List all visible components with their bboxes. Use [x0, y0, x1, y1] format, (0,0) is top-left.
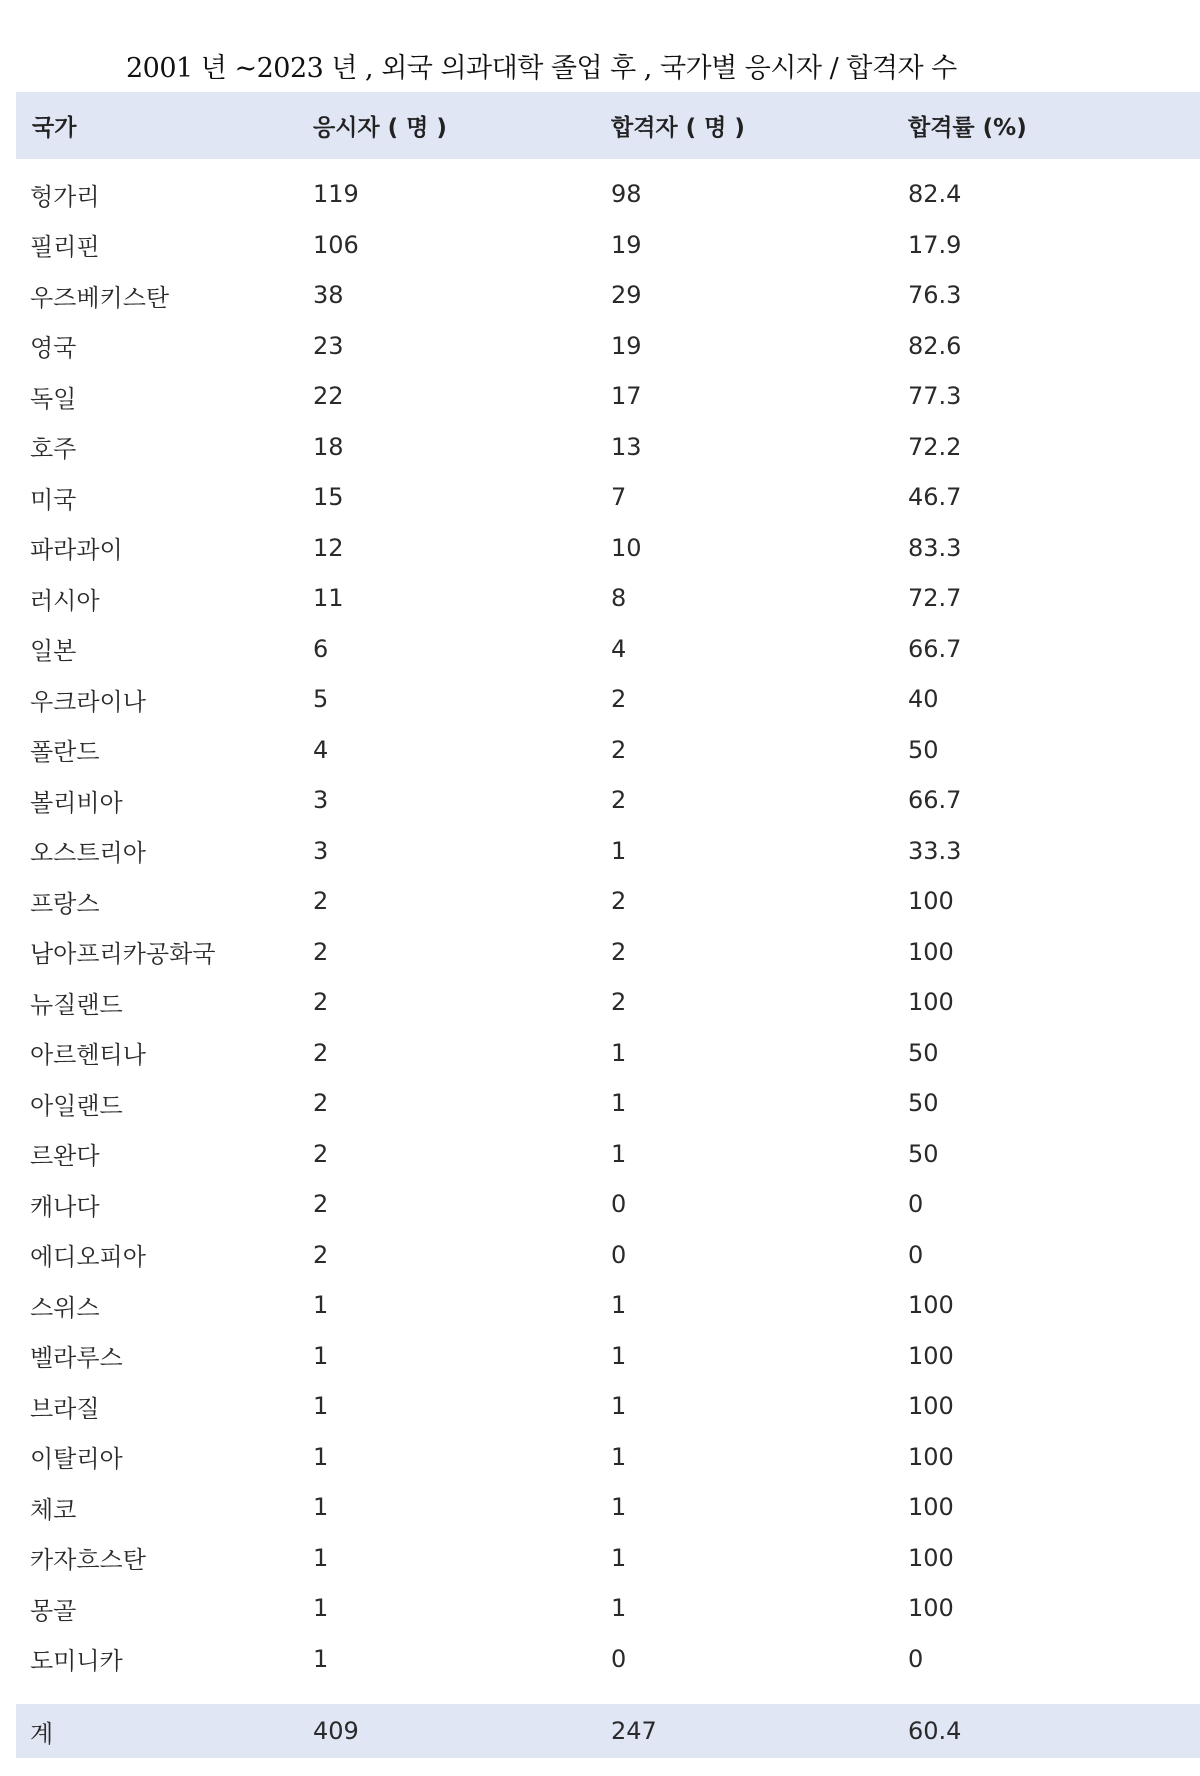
- cell-pass-rate: 50: [908, 1089, 939, 1118]
- cell-passers: 2: [611, 786, 627, 815]
- cell-applicants: 1: [313, 1392, 329, 1421]
- table-row: [16, 1331, 1200, 1382]
- cell-pass-rate: 100: [908, 1341, 954, 1370]
- cell-passers: 1: [611, 1139, 627, 1168]
- table-row: [16, 1129, 1200, 1180]
- cell-pass-rate: 100: [908, 1291, 954, 1320]
- cell-pass-rate: 50: [908, 1038, 939, 1067]
- header-applicants: 응시자 ( 명 ): [313, 115, 447, 141]
- cell-country: 폴란드: [30, 738, 100, 767]
- cell-pass-rate: 76.3: [908, 281, 962, 310]
- cell-passers: 1: [611, 1493, 627, 1522]
- cell-pass-rate: 100: [908, 1543, 954, 1572]
- cell-country: 헝가리: [30, 182, 100, 211]
- table-title: 2001 년 ~2023 년 , 외국 의과대학 졸업 후 , 국가별 응시자 / 합격자 수: [126, 53, 957, 84]
- cell-pass-rate: 66.7: [908, 634, 962, 663]
- table-row: [16, 775, 1200, 826]
- cell-applicants: 22: [313, 382, 344, 411]
- cell-country: 캐나다: [30, 1192, 100, 1221]
- cell-passers: 1: [611, 1038, 627, 1067]
- cell-applicants: 1: [313, 1594, 329, 1623]
- cell-applicants: 3: [313, 836, 329, 865]
- cell-pass-rate: 72.2: [908, 432, 962, 461]
- cell-country: 필리핀: [30, 233, 100, 262]
- cell-pass-rate: 100: [908, 937, 954, 966]
- cell-applicants: 4: [313, 735, 329, 764]
- cell-applicants: 12: [313, 533, 344, 562]
- cell-country: 미국: [30, 485, 77, 514]
- cell-applicants: 2: [313, 1038, 329, 1067]
- cell-passers: 1: [611, 836, 627, 865]
- table-row: [16, 371, 1200, 422]
- cell-applicants: 1: [313, 1442, 329, 1471]
- cell-pass-rate: 72.7: [908, 584, 962, 613]
- cell-passers: 0: [611, 1644, 627, 1673]
- cell-pass-rate: 0: [908, 1190, 924, 1219]
- cell-pass-rate: 100: [908, 1594, 954, 1623]
- table-row: [16, 1634, 1200, 1685]
- cell-country: 파라과이: [30, 536, 123, 565]
- cell-passers: 17: [611, 382, 642, 411]
- table-row: [16, 573, 1200, 624]
- table-total-row: [16, 1704, 1200, 1758]
- cell-passers: 10: [611, 533, 642, 562]
- cell-passers: 2: [611, 937, 627, 966]
- cell-applicants: 3: [313, 786, 329, 815]
- cell-pass-rate: 46.7: [908, 483, 962, 512]
- table-row: [16, 674, 1200, 725]
- cell-applicants: 2: [313, 1240, 329, 1269]
- table-row: [16, 725, 1200, 776]
- header-pass-rate: 합격률 (%): [908, 115, 1027, 141]
- cell-passers: 8: [611, 584, 627, 613]
- cell-country: 브라질: [30, 1394, 100, 1423]
- cell-country: 우즈베키스탄: [30, 283, 170, 312]
- cell-passers: 2: [611, 988, 627, 1017]
- cell-applicants: 2: [313, 1190, 329, 1219]
- cell-country: 오스트리아: [30, 839, 146, 868]
- cell-country: 남아프리카공화국: [30, 940, 216, 969]
- table-row: [16, 1280, 1200, 1331]
- table-body: [16, 169, 1200, 1684]
- cell-country: 프랑스: [30, 889, 100, 918]
- cell-country: 볼리비아: [30, 788, 123, 817]
- total-passers: 247: [611, 1717, 657, 1745]
- cell-passers: 7: [611, 483, 627, 512]
- cell-applicants: 2: [313, 937, 329, 966]
- table-row: [16, 1432, 1200, 1483]
- cell-pass-rate: 50: [908, 735, 939, 764]
- cell-passers: 0: [611, 1240, 627, 1269]
- cell-pass-rate: 50: [908, 1139, 939, 1168]
- cell-pass-rate: 0: [908, 1644, 924, 1673]
- header-passers: 합격자 ( 명 ): [611, 115, 745, 141]
- cell-country: 일본: [30, 637, 77, 666]
- table-row: [16, 422, 1200, 473]
- cell-passers: 2: [611, 887, 627, 916]
- total-applicants: 409: [313, 1717, 359, 1745]
- cell-pass-rate: 40: [908, 685, 939, 714]
- cell-country: 이탈리아: [30, 1445, 123, 1474]
- cell-passers: 0: [611, 1190, 627, 1219]
- cell-country: 스위스: [30, 1293, 100, 1322]
- cell-country: 르완다: [30, 1142, 100, 1171]
- cell-applicants: 18: [313, 432, 344, 461]
- cell-applicants: 2: [313, 1139, 329, 1168]
- cell-pass-rate: 33.3: [908, 836, 962, 865]
- cell-passers: 13: [611, 432, 642, 461]
- table-row: [16, 169, 1200, 220]
- cell-applicants: 1: [313, 1644, 329, 1673]
- total-pass-rate: 60.4: [908, 1717, 962, 1745]
- cell-country: 뉴질랜드: [30, 990, 123, 1019]
- header-country: 국가: [32, 115, 77, 141]
- table-row: [16, 1078, 1200, 1129]
- cell-applicants: 1: [313, 1291, 329, 1320]
- table-row: [16, 472, 1200, 523]
- table-row: [16, 1028, 1200, 1079]
- cell-passers: 1: [611, 1341, 627, 1370]
- table-row: [16, 826, 1200, 877]
- cell-country: 우크라이나: [30, 687, 146, 716]
- cell-passers: 1: [611, 1543, 627, 1572]
- table-header-row: [16, 92, 1200, 159]
- cell-pass-rate: 83.3: [908, 533, 962, 562]
- table-row: [16, 523, 1200, 574]
- table-row: [16, 321, 1200, 372]
- cell-pass-rate: 100: [908, 1442, 954, 1471]
- cell-country: 몽골: [30, 1596, 77, 1625]
- cell-country: 체코: [30, 1495, 77, 1524]
- table-row: [16, 1381, 1200, 1432]
- cell-applicants: 15: [313, 483, 344, 512]
- results-table: [16, 92, 1200, 1758]
- table-row: [16, 876, 1200, 927]
- cell-passers: 1: [611, 1392, 627, 1421]
- table-row: [16, 1533, 1200, 1584]
- cell-passers: 2: [611, 685, 627, 714]
- cell-passers: 1: [611, 1089, 627, 1118]
- cell-passers: 29: [611, 281, 642, 310]
- cell-applicants: 5: [313, 685, 329, 714]
- cell-applicants: 119: [313, 180, 359, 209]
- cell-pass-rate: 0: [908, 1240, 924, 1269]
- cell-country: 러시아: [30, 586, 100, 615]
- cell-pass-rate: 17.9: [908, 230, 962, 259]
- cell-applicants: 106: [313, 230, 359, 259]
- cell-pass-rate: 77.3: [908, 382, 962, 411]
- cell-applicants: 6: [313, 634, 329, 663]
- table-row: [16, 927, 1200, 978]
- cell-passers: 19: [611, 230, 642, 259]
- table-row: [16, 270, 1200, 321]
- cell-passers: 2: [611, 735, 627, 764]
- total-label: 계: [30, 1719, 54, 1748]
- cell-country: 호주: [30, 435, 77, 464]
- cell-country: 카자흐스탄: [30, 1546, 146, 1575]
- cell-country: 벨라루스: [30, 1344, 123, 1373]
- cell-pass-rate: 100: [908, 1392, 954, 1421]
- cell-country: 영국: [30, 334, 77, 363]
- cell-pass-rate: 82.6: [908, 331, 962, 360]
- cell-passers: 1: [611, 1442, 627, 1471]
- cell-passers: 98: [611, 180, 642, 209]
- table-row: [16, 220, 1200, 271]
- cell-country: 아일랜드: [30, 1091, 123, 1120]
- table-row: [16, 977, 1200, 1028]
- cell-applicants: 38: [313, 281, 344, 310]
- table-row: [16, 1482, 1200, 1533]
- cell-country: 아르헨티나: [30, 1041, 146, 1070]
- cell-passers: 19: [611, 331, 642, 360]
- cell-applicants: 1: [313, 1543, 329, 1572]
- cell-applicants: 2: [313, 988, 329, 1017]
- cell-pass-rate: 100: [908, 887, 954, 916]
- cell-pass-rate: 66.7: [908, 786, 962, 815]
- cell-passers: 4: [611, 634, 627, 663]
- cell-country: 독일: [30, 384, 77, 413]
- cell-applicants: 1: [313, 1341, 329, 1370]
- cell-country: 도미니카: [30, 1647, 123, 1676]
- cell-applicants: 11: [313, 584, 344, 613]
- cell-applicants: 2: [313, 1089, 329, 1118]
- cell-applicants: 1: [313, 1493, 329, 1522]
- table-row: [16, 624, 1200, 675]
- cell-passers: 1: [611, 1594, 627, 1623]
- cell-applicants: 2: [313, 887, 329, 916]
- cell-passers: 1: [611, 1291, 627, 1320]
- cell-pass-rate: 82.4: [908, 180, 962, 209]
- table-row: [16, 1230, 1200, 1281]
- table-row: [16, 1179, 1200, 1230]
- cell-pass-rate: 100: [908, 1493, 954, 1522]
- cell-applicants: 23: [313, 331, 344, 360]
- cell-country: 에디오피아: [30, 1243, 146, 1272]
- cell-pass-rate: 100: [908, 988, 954, 1017]
- table-row: [16, 1583, 1200, 1634]
